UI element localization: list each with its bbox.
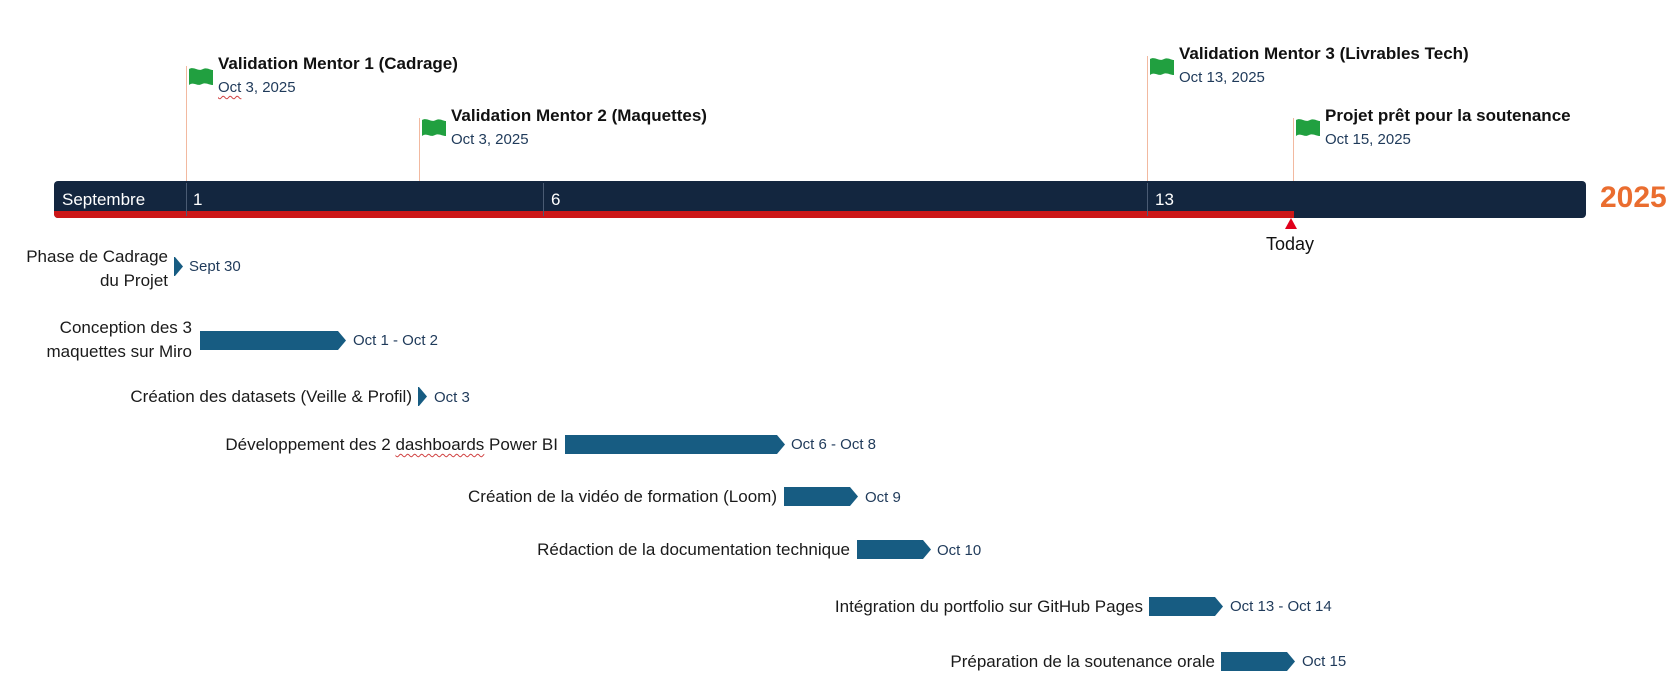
year-label: 2025 (1600, 181, 1667, 214)
task-8-label: Préparation de la soutenance orale (950, 652, 1215, 671)
milestone-3-line (1147, 56, 1148, 181)
timeline-month-label: Septembre (62, 190, 146, 209)
milestone-4-line (1293, 118, 1294, 181)
milestone-1-date-rest: 3, 2025 (241, 79, 296, 96)
task-6-date: Oct 10 (937, 542, 982, 559)
task-1-date: Sept 30 (189, 258, 241, 275)
timeline-tick-13: 13 (1155, 190, 1174, 209)
milestone-3-title: Validation Mentor 3 (Livrables Tech) (1179, 44, 1469, 63)
flag-icon (1149, 56, 1175, 82)
flag-icon (188, 66, 214, 92)
milestone-1-title: Validation Mentor 1 (Cadrage) (218, 54, 458, 73)
task-1-label-line1: Phase de Cadrage (26, 247, 168, 266)
task-2-date: Oct 1 - Oct 2 (353, 332, 439, 349)
task-2-label (47, 316, 193, 364)
milestone-2-title: Validation Mentor 2 (Maquettes) (451, 106, 707, 125)
milestone-1-date (218, 79, 296, 96)
task-5-bar[interactable] (784, 487, 858, 506)
today-label: Today (1266, 234, 1315, 254)
today-marker-icon (1285, 218, 1297, 229)
task-3-label: Création des datasets (Veille & Profil) (130, 387, 412, 406)
task-5-label: Création de la vidéo de formation (Loom) (468, 487, 777, 506)
milestone-2-date: Oct 3, 2025 (451, 131, 529, 148)
milestone-1-line (186, 66, 187, 181)
task-4-bar[interactable] (565, 435, 785, 454)
task-7-date: Oct 13 - Oct 14 (1230, 598, 1332, 615)
milestone-4-title: Projet prêt pour la soutenance (1325, 106, 1571, 125)
task-1-label (26, 245, 168, 293)
task-3-date: Oct 3 (434, 389, 470, 406)
task-6-bar[interactable] (857, 540, 931, 559)
timeline-divider (186, 183, 187, 216)
task-8-bar[interactable] (1221, 652, 1295, 671)
milestone-1-date-month: Oct (218, 79, 242, 96)
task-4-label-squiggle: dashboards (395, 435, 485, 454)
task-4-label-pre: Développement des 2 (225, 435, 396, 454)
milestone-4-date: Oct 15, 2025 (1325, 131, 1411, 148)
flag-icon (1295, 117, 1321, 143)
task-7-bar[interactable] (1149, 597, 1223, 616)
task-7-label: Intégration du portfolio sur GitHub Pages (834, 597, 1143, 616)
timeline-tick-6: 6 (551, 190, 561, 209)
timeline-divider (1147, 183, 1148, 216)
task-1-bar[interactable] (174, 257, 183, 276)
timeline-tick-1: 1 (193, 190, 203, 209)
task-4-label-post: Power BI (484, 435, 558, 454)
task-2-bar[interactable] (200, 331, 346, 350)
task-4-label (225, 433, 558, 457)
flag-icon (421, 117, 447, 143)
task-6-label: Rédaction de la documentation technique (537, 540, 850, 559)
timeline-progress (54, 211, 1294, 218)
task-4-date: Oct 6 - Oct 8 (791, 436, 877, 453)
task-8-date: Oct 15 (1302, 653, 1347, 670)
milestone-2-line (419, 118, 420, 181)
task-3-bar[interactable] (418, 387, 427, 406)
task-5-date: Oct 9 (865, 489, 901, 506)
milestone-3-date: Oct 13, 2025 (1179, 69, 1265, 86)
timeline-divider (543, 183, 544, 216)
task-2-label-line2: maquettes sur Miro (46, 342, 192, 361)
task-2-label-line1: Conception des 3 (59, 318, 192, 337)
task-1-label-line2: du Projet (99, 271, 168, 290)
